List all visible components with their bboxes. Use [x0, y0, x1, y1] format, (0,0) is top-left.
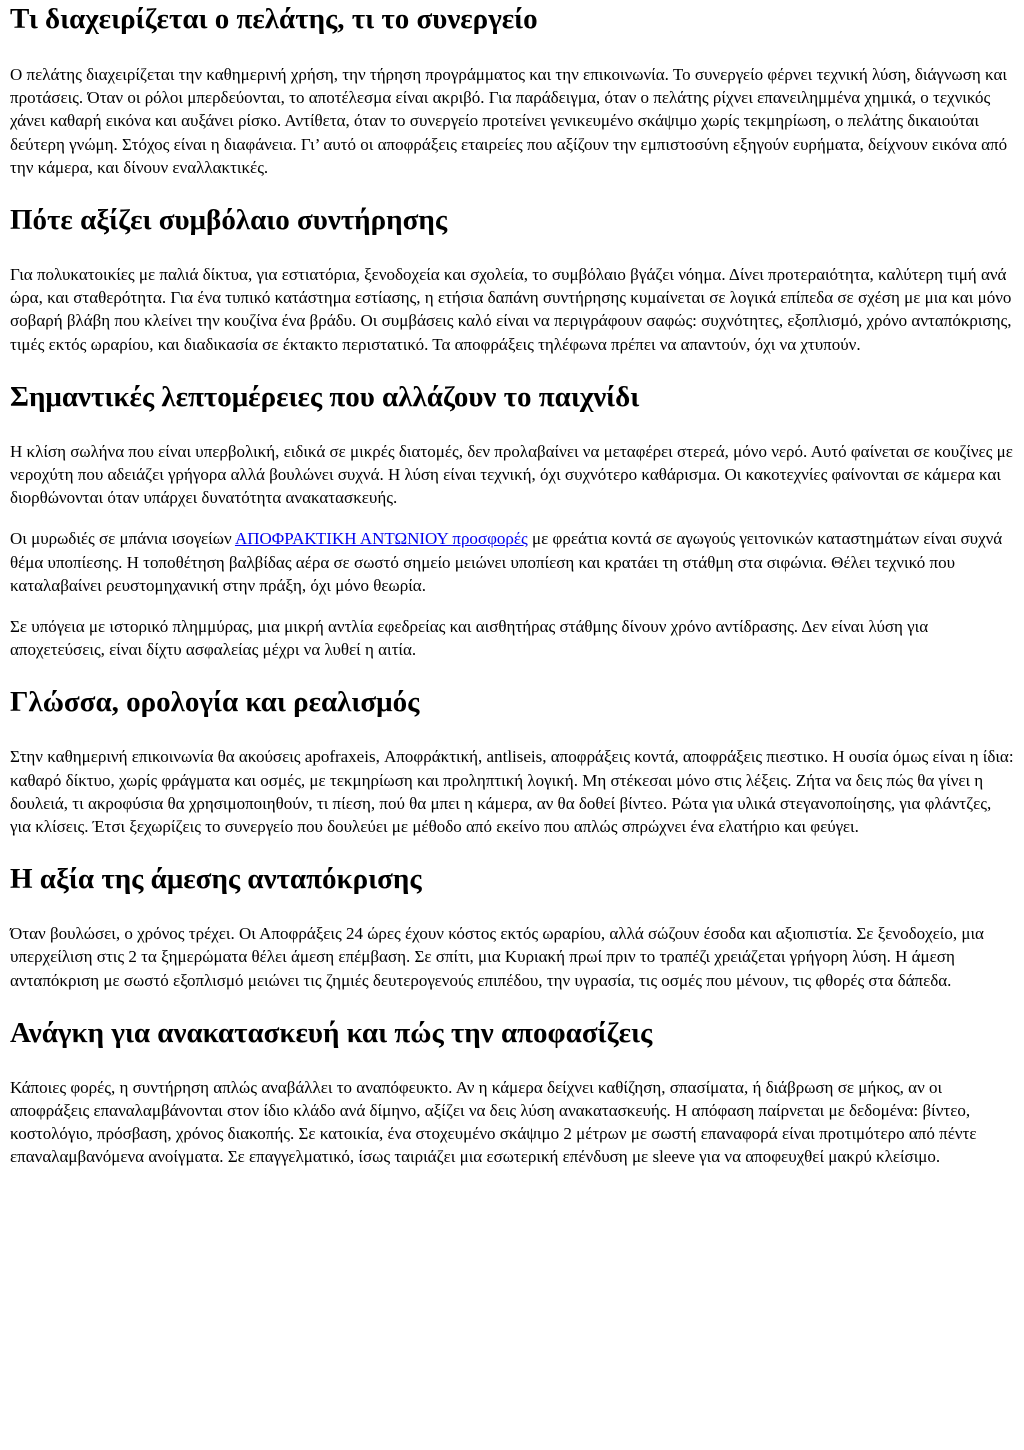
- paragraph-client-vs-crew: Ο πελάτης διαχειρίζεται την καθημερινή χρήση, την τήρηση προγράμματος και την επικοινωνία. Το συνεργείο φέρνει τεχνική λύση, διάγνωση και προτάσεις. Όταν οι ρόλοι μπερδεύονται, το αποτέλεσμα είναι ακριβό. Για παράδειγμα, όταν ο πελάτης ρίχνει επανειλημμένα χημικά, ο τεχνικός χάνει καθαρή εικόνα και αυξάνει ρίσκο. Αντίθετα, όταν το συνεργείο προτείνει γενικευμένο σκάψιμο χωρίς τεκμηρίωση, ο πελάτης δικαιούται δεύτερη γνώμη. Στόχος είναι η διαφάνεια. Γι’ αυτό οι αποφράξεις εταιρείες που αξίζουν την εμπιστοσύνη εξηγούν ευρήματα, δείχνουν εικόνα από την κάμερα, και δίνουν εναλλακτικές.: [10, 65, 1008, 177]
- section-title-maintenance-contract: Πότε αξίζει συμβόλαιο συντήρησης: [10, 204, 448, 237]
- paragraph-terminology: Στην καθημερινή επικοινωνία θα ακούσεις apofraxeis, Αποφράκτική, antliseis, αποφράξεις κοντά, αποφράξεις πιεστικο. Η ουσία όμως είναι η ίδια: καθαρό δίκτυο, χωρίς φράγματα και οσμές, με τεκμηρίωση και προληπτική λογική. Μη στέκεσαι μόνο στις λέξεις. Ζήτα να δεις πώς θα γίνει η δουλειά, τι ακροφύσια θα χρησιμοποιηθούν, τι πίεση, πού θα μπει η κάμερα, αν θα δοθεί βίντεο. Ρώτα για υλικά στεγανοποίησης, για φλάντζες, για κλίσεις. Έτσι ξεχωρίζεις το συνεργείο που δουλεύει με μέθοδο από εκείνο που απλώς σπρώχνει ένα ελατήριο και φεύγει.: [10, 747, 1014, 837]
- section-title-client-vs-crew: Τι διαχειρίζεται ο πελάτης, τι το συνεργείο: [10, 3, 538, 35]
- paragraph-immediate-response: Όταν βουλώσει, ο χρόνος τρέχει. Οι Αποφράξεις 24 ώρες έχουν κόστος εκτός ωραρίου, αλλά σώζουν έσοδα και αξιοπιστία. Σε ξενοδοχείο, μια υπερχείλιση στις 2 τα ξημερώματα θέλει άμεση επέμβαση. Σε σπίτι, μια Κυριακή πρωί πριν το τραπέζι χρειάζεται γρήγορη λύση. Η άμεση ανταπόκριση με σωστό εξοπλισμό μειώνει τις ζημιές δευτερογενούς επιπέδου, την υγρασία, τις οσμές που μένουν, τις φθορές στα δάπεδα.: [10, 924, 984, 990]
- section-title-immediate-response: Η αξία της άμεσης ανταπόκρισης: [10, 863, 422, 896]
- link-paragraph-before: Οι μυρωδιές σε μπάνια ισογείων: [10, 529, 235, 549]
- link-paragraph-after: με φρεάτια κοντά σε αγωγούς γειτονικών καταστημάτων είναι συχνά θέμα υποπίεσης. Η τοποθέτηση βαλβίδας αέρα σε σωστό σημείο μειώνει υποπίεση και κρατάει τη στάθμη στα σιφώνια. Θέλει τεχνικό που καταλαβαίνει ρευστομηχανική στην πράξη, όχι μόνο θεωρία.: [10, 529, 1003, 595]
- antoniou-offers-link[interactable]: ΑΠΟΦΡΑΚΤΙΚΗ ΑΝΤΩΝΙΟΥ προσφορές: [234, 529, 528, 549]
- paragraph-maintenance-contract: Για πολυκατοικίες με παλιά δίκτυα, για εστιατόρια, ξενοδοχεία και σχολεία, το συμβόλαιο βγάζει νόημα. Δίνει προτεραιότητα, καλύτερη τιμή ανά ώρα, και σταθερότητα. Για ένα τυπικό κατάστημα εστίασης, η ετήσια δαπάνη συντήρησης κυμαίνεται σε λογικά επίπεδα σε σχέση με μια και μόνο σοβαρή βλάβη που κλείνει την κουζίνα ένα βράδυ. Οι συμβάσεις καλό είναι να περιγράφουν σαφώς: συχνότητες, εξοπλισμό, χρόνο ανταπόκρισης, τιμές εκτός ωραρίου, και διαδικασία σε έκτακτο περιστατικό. Τα αποφράξεις τηλέφωνα πρέπει να απαντούν, όχι να χτυπούν.: [10, 265, 1012, 354]
- paragraph-pipe-slope: Η κλίση σωλήνα που είναι υπερβολική, ειδικά σε μικρές διατομές, δεν προλαβαίνει να μεταφέρει στερεά, μόνο νερό. Αυτό φαίνεται σε κουζίνες με νεροχύτη που αδειάζει γρήγορα αλλά βουλώνει συχνά. Η λύση είναι τεχνική, όχι συχνότερο καθάρισμα. Οι κακοτεχνίες φαίνονται σε κάμερα και διορθώνονται όταν υπάρχει δυνατότητα ανακατασκευής.: [10, 441, 1013, 508]
- section-title-terminology: Γλώσσα, ορολογία και ρεαλισμός: [10, 686, 420, 719]
- paragraph-reconstruction: Κάποιες φορές, η συντήρηση απλώς αναβάλλει το αναπόφευκτο. Αν η κάμερα δείχνει καθίζηση, σπασίματα, ή διάβρωση σε μήκος, αν οι αποφράξεις επαναλαμβάνονται στον ίδιο κλάδο ανά δίμηνο, αξίζει να δεις λύση ανακατασκευής. Η απόφαση παίρνεται με δεδομένα: βίντεο, κοστολόγιο, πρόσβαση, χρόνος διακοπής. Σε κατοικία, ένα στοχευμένο σκάψιμο 2 μέτρων με σωστή επαναφορά είναι προτιμότερο από πέντε επαναλαμβανόμενα ανοίγματα. Σε επαγγελματικό, ίσως ταιριάζει μια εσωτερική επένδυση με sleeve για να αποφευχθεί μακρύ κλείσιμο.: [10, 1077, 977, 1167]
- section-title-important-details: Σημαντικές λεπτομέρειες που αλλάζουν το παιχνίδι: [10, 380, 640, 413]
- paragraph-basement-pump: Σε υπόγεια με ιστορικό πλημμύρας, μια μικρή αντλία εφεδρείας και αισθητήρας στάθμης δίνουν χρόνο αντίδρασης. Δεν είναι λύση για αποχετεύσεις, είναι δίχτυ ασφαλείας μέχρι να λυθεί η αιτία.: [10, 617, 929, 660]
- paragraph-odors-with-link: [10, 527, 1014, 597]
- section-title-reconstruction: Ανάγκη για ανακατασκευή και πώς την αποφασίζεις: [10, 1016, 653, 1049]
